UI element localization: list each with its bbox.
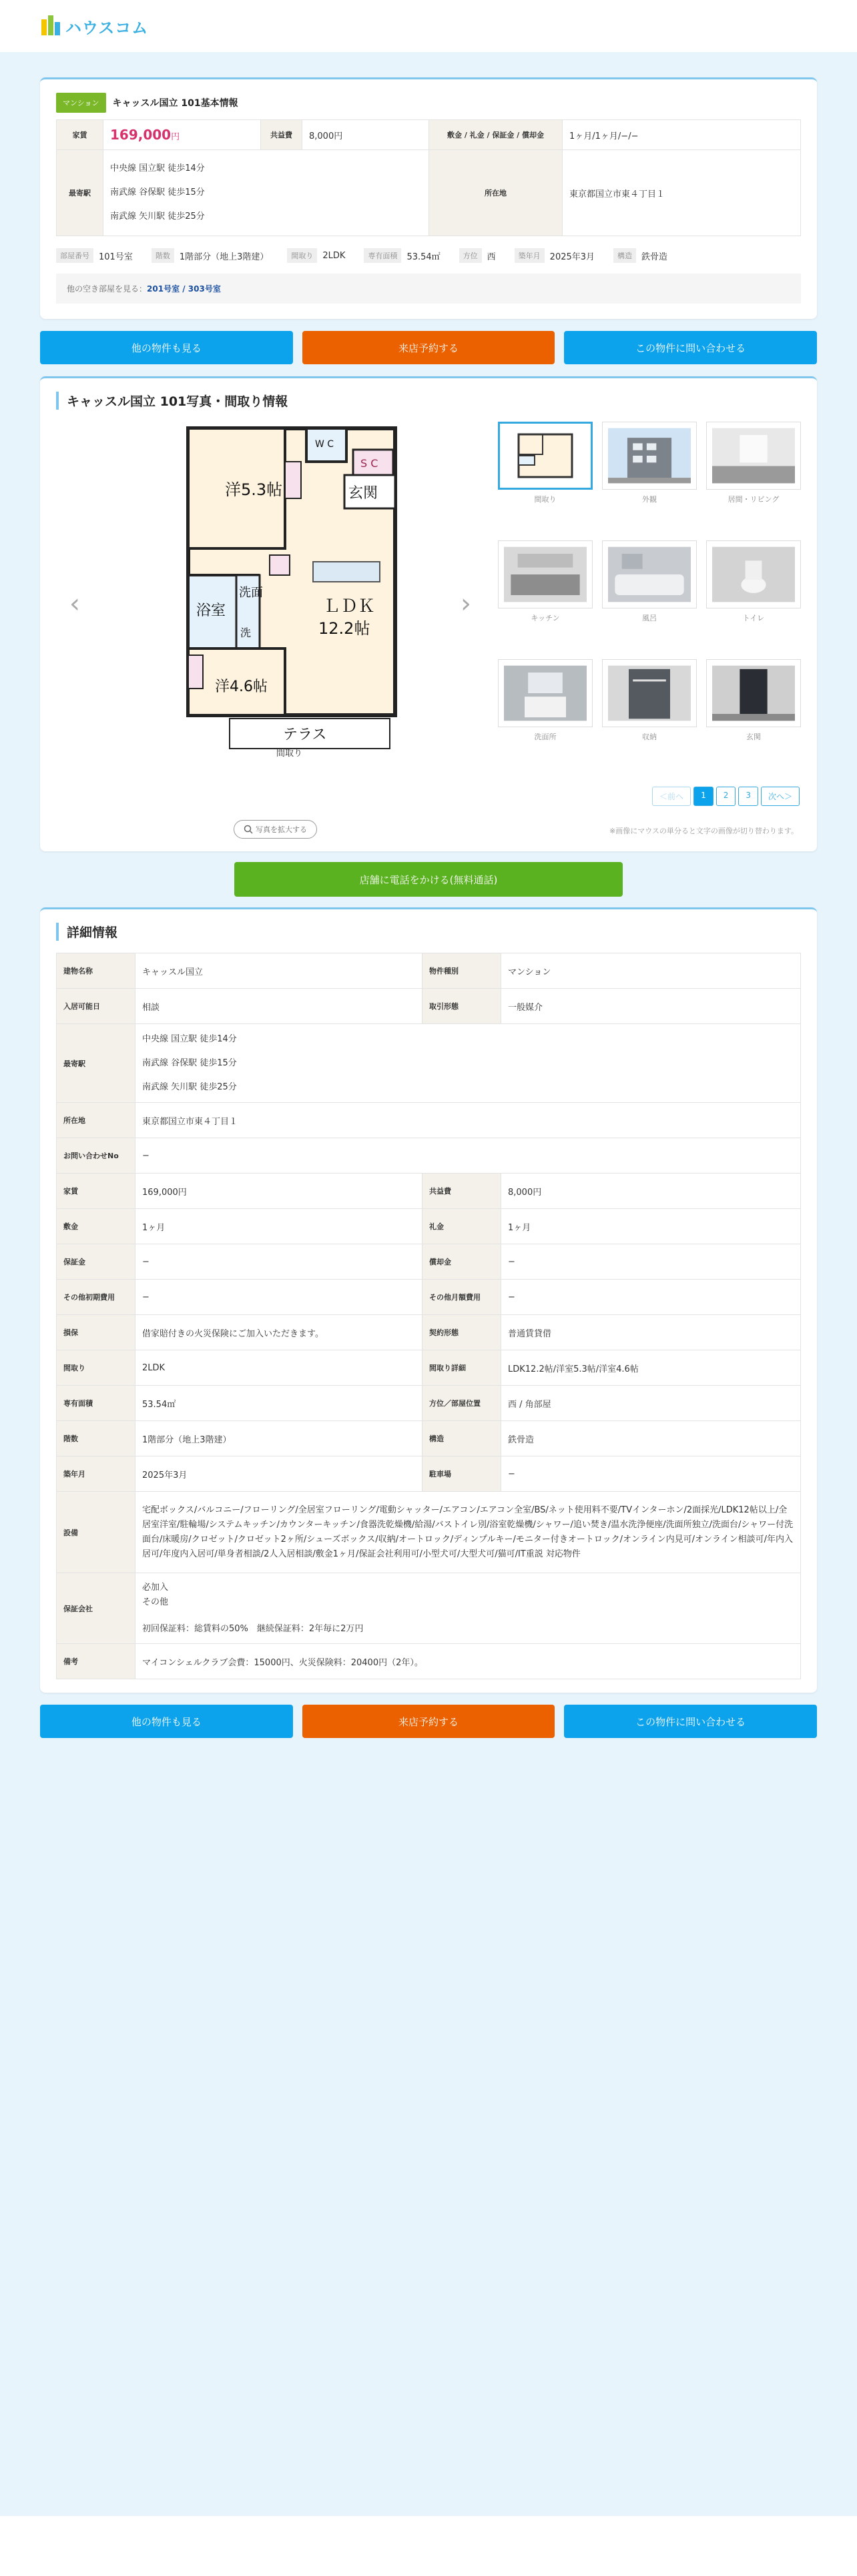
table-row: 保証金 − 償却金 − (57, 1244, 801, 1280)
floorplan-wash-label: 洗面 (239, 586, 263, 600)
gallery-card (40, 376, 817, 851)
basic-info-card (40, 77, 817, 319)
thumbnail-item[interactable]: 玄関 (706, 659, 801, 769)
thumbnail-item[interactable]: キッチン (498, 540, 593, 650)
inquiry-button[interactable]: この物件に問い合わせる (564, 331, 817, 364)
pager-page-3[interactable]: 3 (738, 787, 758, 806)
pager-page-1[interactable]: 1 (693, 787, 713, 806)
storage-icon (608, 665, 691, 721)
footer (0, 2516, 857, 2576)
table-row: 間取り 2LDK 間取り詳細 LDK12.2帖/洋室5.3帖/洋室4.6帖 (57, 1350, 801, 1386)
floorplan-ldk-label: ＬＤＫ (323, 596, 376, 616)
thumbnail-item[interactable]: 収納 (602, 659, 697, 769)
rent-value: 169,000円 (103, 120, 261, 150)
table-row: 損保 借家賠付きの火災保険にご加入いただきます。 契約形態 普通賃貸借 (57, 1315, 801, 1350)
thumbnail-item[interactable]: 居間・リビング (706, 422, 801, 531)
floorplan-ldk-size: 12.2帖 (318, 619, 370, 638)
deposit-value: 1ヶ月/1ヶ月/−/− (563, 120, 801, 150)
deposit-label: 敷金 / 礼金 / 保証金 / 償却金 (429, 120, 563, 150)
next-arrow-icon[interactable]: › (461, 588, 471, 619)
zoom-photo-button[interactable]: 写真を拡大する (234, 820, 317, 839)
address-label: 所在地 (429, 150, 563, 236)
table-row: その他初期費用 − その他月額費用 − (57, 1280, 801, 1315)
other-properties-button[interactable]: 他の物件も見る (40, 331, 293, 364)
basic-info-table (56, 119, 801, 236)
room-icon (712, 428, 795, 484)
logo[interactable] (39, 13, 148, 39)
common-fee-label: 共益費 (261, 120, 302, 150)
other-rooms-link[interactable]: 201号室 / 303号室 (147, 284, 221, 294)
floorplan-wc-label: W C (315, 439, 334, 450)
station-label: 最寄駅 (57, 150, 103, 236)
table-row: 入居可能日 相談 取引形態 一般媒介 (57, 989, 801, 1024)
station-item: 中央線 国立駅 徒歩14分 (110, 163, 205, 173)
property-type-badge: マンション (56, 93, 106, 113)
kitchen-icon (504, 546, 587, 602)
gallery-pager (652, 787, 800, 806)
zoom-icon (244, 825, 253, 834)
other-rooms-box: 他の空き部屋を見る：201号室 / 303号室 (56, 274, 801, 304)
action-buttons-bottom (40, 1705, 817, 1738)
washroom-icon (504, 665, 587, 721)
table-row: 備考 マイコンシェルクラブ会費：15000円、火災保険料：20400円（2年）。 (57, 1644, 801, 1679)
details-table (56, 953, 801, 1679)
floorplan-bath-label: 浴室 (196, 602, 226, 619)
call-store-button[interactable]: 店舗に電話をかける(無料通話) (234, 862, 623, 897)
visit-reservation-button-bottom[interactable]: 来店予約する (302, 1705, 555, 1738)
pager-next[interactable]: 次へ＞ (761, 787, 800, 806)
floorplan-image[interactable] (170, 422, 410, 755)
main-image-caption: 間取り (276, 749, 303, 759)
visit-reservation-button[interactable]: 来店予約する (302, 331, 555, 364)
pager-prev[interactable]: ＜前へ (652, 787, 691, 806)
equipment-value: 宅配ボックス/バルコニー/フローリング/全居室フローリング/電動シャッター/エアコン/エアコン全室/BS/ネット使用料不要/TVインターホン/2面採光/LDK12帖以上/全居室洋室/駐輪場/システムキッチン/カウンターキッチン/食器洗乾燥機/給湯/バストイレ別/浴室乾燥機/シャワー/追い焚き/温水洗浄便座/洗面所独立/洗面台/シャワー付洗面台/床暖房/クロゼット/クロゼット2ヶ所/シューズボックス/収納/オートロック/ディンプルキー/モニター付きオートロック/オンライン内見可/オンライン相談可/年内入居可/年度内入居可/単身者相談/2人入居相談/敷金1ヶ月/保証会社利用可/小型犬可/大型犬可/猫可/IT重説 対応物件 (135, 1492, 801, 1573)
table-row: 築年月 2025年3月 駐車場 − (57, 1456, 801, 1492)
floorplan-sc-label: S C (360, 457, 378, 470)
thumbnail-item[interactable]: 外観 (602, 422, 697, 531)
station-item: 南武線 谷保駅 徒歩15分 (110, 187, 205, 197)
table-row: お問い合わせNo − (57, 1138, 801, 1174)
table-row: 最寄駅 中央線 国立駅 徒歩14分 南武線 谷保駅 徒歩15分 南武線 矢川駅 徒歩25分 (57, 1024, 801, 1103)
thumbnail-item[interactable]: 間取り (498, 422, 593, 531)
thumbnail-item[interactable]: 洗面所 (498, 659, 593, 769)
address-value: 東京都国立市東４丁目１ (563, 150, 801, 236)
action-buttons-top (40, 331, 817, 364)
meta-row: 部屋番号 101号室 階数 1階部分（地上3階建） 間取り 2LDK 専有面積 53.54㎡ 方位 西 築年月 2025年3月 構造 鉄骨造 (56, 248, 801, 263)
station-list (103, 150, 429, 236)
floorplan-entrance-label: 玄関 (348, 485, 378, 502)
page-background (0, 52, 857, 2516)
main-image-viewer (56, 422, 491, 769)
bath-icon (608, 546, 691, 602)
thumbnail-grid (498, 422, 801, 769)
thumbnail-item[interactable]: トイレ (706, 540, 801, 650)
station-item: 南武線 矢川駅 徒歩25分 (110, 211, 205, 222)
table-row: 建物名称 キャッスル国立 物件種別 マンション (57, 953, 801, 989)
details-card (40, 907, 817, 1693)
toilet-icon (712, 546, 795, 602)
gallery-note: ※画像にマウスの単分ると文字の画像が切り替わります。 (609, 827, 798, 835)
inquiry-button-bottom[interactable]: この物件に問い合わせる (564, 1705, 817, 1738)
table-row: 専有面積 53.54㎡ 方位／部屋位置 西 / 角部屋 (57, 1386, 801, 1421)
table-row: 保証会社 必加入 その他 初回保証料：総賃料の50% 継続保証料：2年毎に2万円 (57, 1573, 801, 1644)
table-row: 家賃 169,000円 共益費 8,000円 (57, 1174, 801, 1209)
table-row: 設備 宅配ボックス/バルコニー/フローリング/全居室フローリング/電動シャッター/エアコン/エアコン全室/BS/ネット使用料不要/TVインターホン/2面採光/LDK12帖以上/全居室洋室/駐輪場/システムキッチン/カウンターキッチン/食器洗乾燥機/給湯/バストイレ別/浴室乾燥機/シャワー/追い焚き/温水洗浄便座/洗面所独立/洗面台/シャワー付洗面台/床暖房/クロゼット/クロゼット2ヶ所/シューズボックス/収納/オートロック/ディンプルキー/モニター付きオートロック/オンライン内見可/オンライン相談可/年内入居可/年度内入居可/単身者相談/2人入居相談/敷金1ヶ月/保証会社利用可/小型犬可/大型犬可/猫可/IT重説 対応物件 (57, 1492, 801, 1573)
common-fee-value: 8,000円 (302, 120, 429, 150)
floorplan-wash2-label: 洗 (240, 626, 252, 639)
floorplan-room1-label: 洋5.3帖 (225, 480, 283, 499)
gallery-title: キャッスル国立 101写真・間取り情報 (56, 392, 801, 410)
logo-icon (39, 13, 61, 39)
floorplan-room2-label: 洋4.6帖 (215, 679, 268, 695)
floorplan-terrace-label: テラス (283, 727, 327, 743)
table-row: 敷金 1ヶ月 礼金 1ヶ月 (57, 1209, 801, 1244)
thumbnail-item[interactable]: 風呂 (602, 540, 697, 650)
table-row: 所在地 東京都国立市東４丁目１ (57, 1103, 801, 1138)
floorplan-icon (505, 429, 585, 482)
basic-info-title: キャッスル国立 101基本情報 (112, 98, 238, 109)
prev-arrow-icon[interactable]: ‹ (69, 588, 80, 619)
details-title: 詳細情報 (56, 923, 801, 941)
pager-page-2[interactable]: 2 (716, 787, 736, 806)
building-icon (608, 428, 691, 484)
other-properties-button-bottom[interactable]: 他の物件も見る (40, 1705, 293, 1738)
rent-label: 家賃 (57, 120, 103, 150)
logo-text: ハウスコム (65, 18, 149, 37)
entrance-icon (712, 665, 795, 721)
site-header (0, 0, 857, 52)
table-row: 階数 1階部分（地上3階建） 構造 鉄骨造 (57, 1421, 801, 1456)
